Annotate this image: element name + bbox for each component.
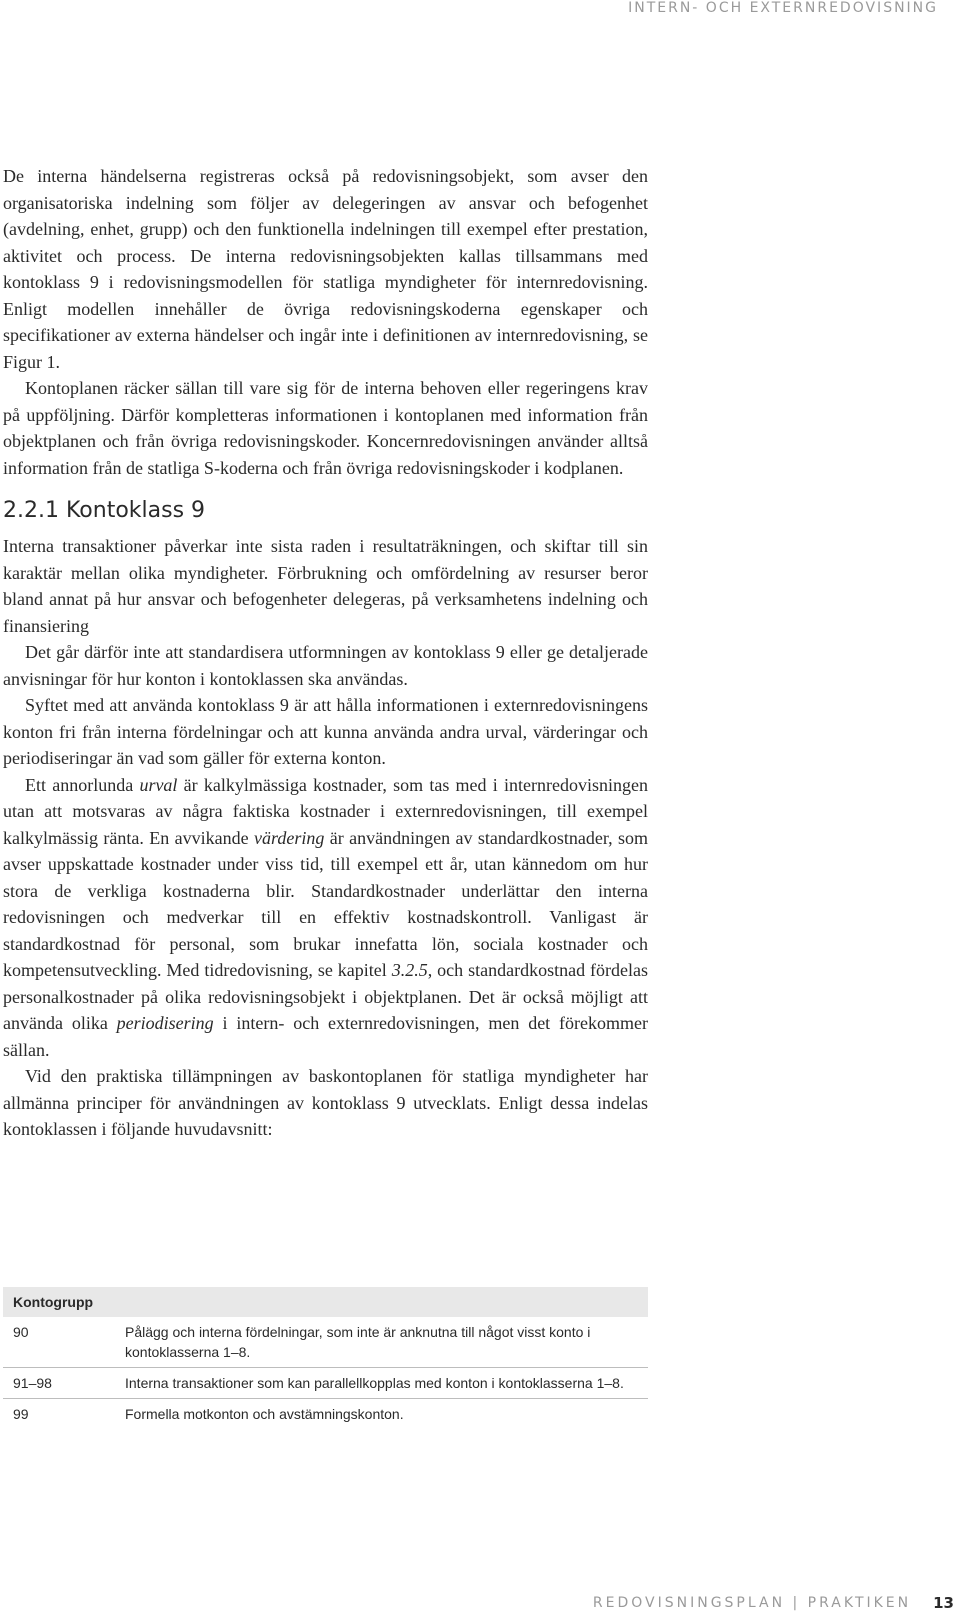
- text-run: är kalkylmässiga kostnader, som tas med i internredovisningen utan att motsvaras av några faktiska kostnader i externredovisningen, till exempel kalkylmässig ränta. En avvikande: [3, 774, 648, 848]
- page-footer: [593, 1593, 954, 1613]
- table-row: [3, 1368, 648, 1399]
- row-code: 90: [13, 1324, 29, 1340]
- paragraph-7: Vid den praktiska tillämpningen av baskontoplanen för statliga myndigheter har allmänna principer för användningen av kontoklass 9 utvecklats. Enligt dessa indelas kontoklassen i följande huvudavsnitt:: [3, 1066, 648, 1139]
- paragraph-2: Kontoplanen räcker sällan till vare sig för de interna behoven eller regeringens krav på uppföljning. Därför kompletteras informationen i kontoplanen med information från objektplanen och från övriga redovisningskoder. Koncernredovisningen använder alltså information från de statliga S-koderna och från övriga redovisningskoder i kodplanen.: [3, 378, 648, 478]
- text-run: i intern- och externredovisningen, men det förekommer sällan.: [3, 1013, 648, 1060]
- row-code: 91–98: [13, 1375, 52, 1391]
- text-run: Ett annorlunda: [25, 774, 140, 795]
- row-description: Pålägg och interna fördelningar, som inte är anknutna till något visst konto i kontoklasserna 1–8.: [125, 1324, 591, 1360]
- paragraph-6: [3, 772, 648, 1064]
- italic-term-urval: urval: [139, 774, 178, 795]
- paragraph-1: De interna händelserna registreras också på redovisningsobjekt, som avser den organisatoriska indelning som följer av delegeringen av ansvar och befogenhet (avdelning, enhet, grupp) och den funktionella indelningen till exempel efter prestation, aktivitet och process. De interna redovisningsobjekten kallas tillsammans med kontoklass 9 i redovisningsmodellen för statliga myndigheter för internredovisning. Enligt modellen innehåller de övriga redovisningskoderna egenskaper och specifikationer av externa händelser och ingår inte i definitionen av internredovisning, se Figur 1.: [3, 166, 648, 372]
- page-number: 13: [933, 1594, 954, 1612]
- running-header: INTERN- OCH EXTERNREDOVISNING: [628, 0, 938, 16]
- footer-title: REDOVISNINGSPLAN | PRAKTIKEN: [592, 1595, 912, 1611]
- italic-term-periodisering: periodisering: [116, 1013, 214, 1033]
- kontogrupp-table: [3, 1287, 648, 1429]
- table-row: [3, 1317, 648, 1368]
- text-run: , och standardkostnad fördelas personalkostnader på olika redovisningsobjekt i objektplanen. Det är också möjligt att använda olika: [3, 960, 648, 1033]
- paragraph-5: Syftet med att använda kontoklass 9 är att hålla informationen i externredovisningens konton fri från interna fördelningar och att kunna använda andra urval, värderingar och periodiseringar än vad som gäller för externa konton.: [3, 695, 648, 768]
- main-text: [3, 163, 648, 1143]
- table-header: Kontogrupp: [3, 1287, 648, 1317]
- italic-chapter-ref: 3.2.5: [391, 960, 428, 980]
- row-description: Formella motkonton och avstämningskonton.: [125, 1406, 404, 1422]
- row-code: 99: [13, 1406, 29, 1422]
- paragraph-4: Det går därför inte att standardisera utformningen av kontoklass 9 eller ge detaljerade anvisningar för hur konton i kontoklassen ska användas.: [3, 642, 648, 689]
- italic-term-vardering: värdering: [254, 827, 325, 848]
- text-run: är användningen av standardkostnader, som avser uppskattade kostnader under viss tid, till exempel ett år, utan kännedom om hur stora de verkliga kostnaderna blir. Standardkostnader underlättar den interna redovisningen och medverkar till en effektiv kostnadskontroll. Vanligast är standardkostnad för personal, som brukar innefatta lön, sociala kostnader och kompetensutveckling. Med tidredovisning, se kapitel: [3, 827, 648, 980]
- paragraph-3: Interna transaktioner påverkar inte sista raden i resultaträkningen, och skiftar till sin karaktär mellan olika myndigheter. Förbrukning och omfördelning av resurser beror bland annat på hur ansvar och befogenheter delegeras, på verksamhetens indelning och finansiering: [3, 536, 648, 636]
- table-row: [3, 1399, 648, 1429]
- section-heading: 2.2.1 Kontoklass 9: [3, 498, 206, 523]
- row-description: Interna transaktioner som kan parallellkopplas med konton i kontoklasserna 1–8.: [125, 1375, 624, 1391]
